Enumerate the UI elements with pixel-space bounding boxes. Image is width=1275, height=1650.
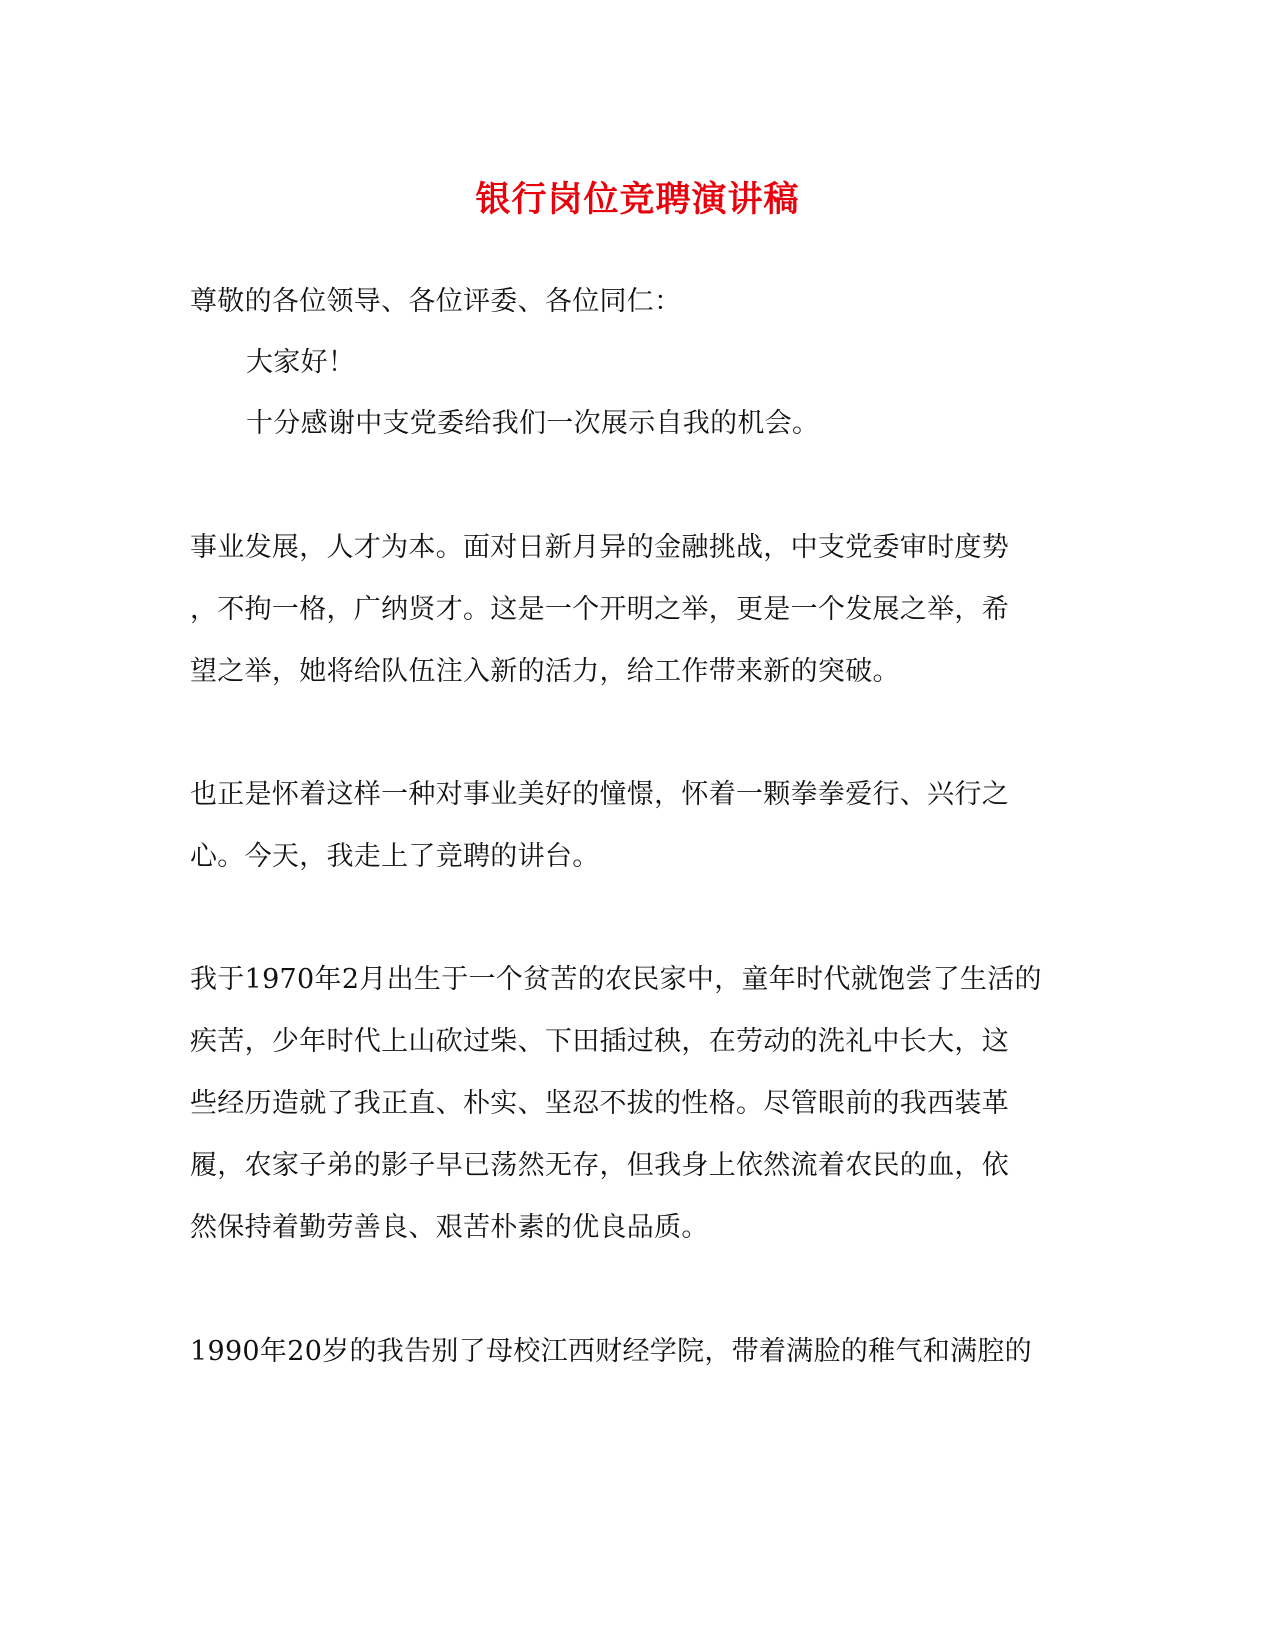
paragraph-line: ，不拘一格，广纳贤才。这是一个开明之举，更是一个发展之举，希 [190, 594, 1009, 625]
paragraph-line: 望之举，她将给队伍注入新的活力，给工作带来新的突破。 [190, 656, 900, 687]
paragraph-line: 然保持着勤劳善良、艰苦朴素的优良品质。 [190, 1212, 709, 1243]
paragraph-line: 我于1970年2月出生于一个贫苦的农民家中，童年时代就饱尝了生活的 [190, 964, 1042, 995]
paragraph-line: 尊敬的各位领导、各位评委、各位同仁： [190, 286, 682, 317]
document-title: 银行岗位竞聘演讲稿 [475, 179, 800, 220]
paragraph-line: 也正是怀着这样一种对事业美好的憧憬，怀着一颗拳拳爱行、兴行之 [190, 779, 1009, 810]
paragraph-line: 心。今天，我走上了竞聘的讲台。 [190, 841, 600, 872]
paragraph-line: 事业发展，人才为本。面对日新月异的金融挑战，中支党委审时度势 [190, 532, 1009, 563]
paragraph-line: 大家好！ [246, 347, 356, 378]
paragraph-line: 疾苦，少年时代上山砍过柴、下田插过秧，在劳动的洗礼中长大，这 [190, 1026, 1009, 1057]
paragraph-line: 1990年20岁的我告别了母校江西财经学院，带着满脸的稚气和满腔的 [190, 1336, 1032, 1367]
paragraph-line: 十分感谢中支党委给我们一次展示自我的机会。 [246, 408, 820, 439]
paragraph-line: 履，农家子弟的影子早已荡然无存，但我身上依然流着农民的血，依 [190, 1150, 1009, 1181]
paragraph-line: 些经历造就了我正直、朴实、坚忍不拔的性格。尽管眼前的我西装革 [190, 1088, 1009, 1119]
